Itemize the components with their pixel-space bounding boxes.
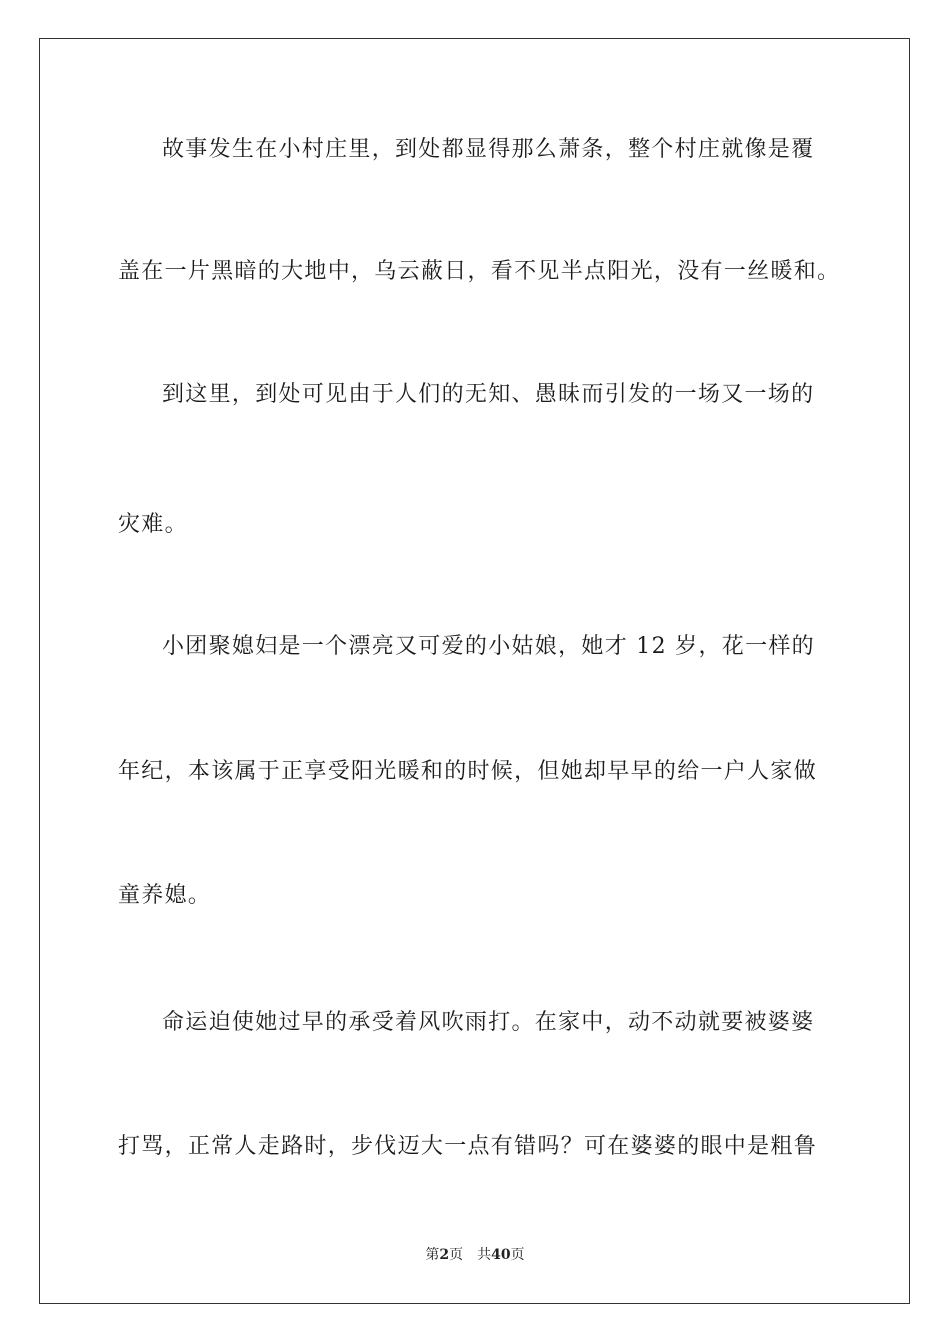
- total-suffix: 页: [510, 1247, 525, 1263]
- text-line-7: 童养媳。: [118, 883, 212, 908]
- page-footer: [0, 1245, 950, 1265]
- page-number: 2: [439, 1247, 450, 1263]
- total-prefix: 共: [477, 1247, 492, 1263]
- text-line-9: 打骂，正常人走路时，步伐迈大一点有错吗？可在婆婆的眼中是粗鲁: [118, 1134, 818, 1159]
- text-line-6: 年纪，本该属于正享受阳光暖和的时候，但她却早早的给一户人家做: [118, 759, 818, 784]
- page-frame: [39, 38, 910, 1304]
- text-line-8: 命运迫使她过早的承受着风吹雨打。在家中，动不动就要被婆婆: [162, 1010, 815, 1035]
- page-prefix: 第: [425, 1247, 440, 1263]
- text-line-3: 到这里，到处可见由于人们的无知、愚昧而引发的一场又一场的: [162, 382, 815, 407]
- page-suffix: 页: [449, 1247, 464, 1263]
- text-line-1: 故事发生在小村庄里，到处都显得那么萧条，整个村庄就像是覆: [162, 137, 815, 162]
- text-line-2: 盖在一片黑暗的大地中，乌云蔽日，看不见半点阳光，没有一丝暖和。: [118, 259, 841, 284]
- text-line-4: 灾难。: [118, 512, 188, 537]
- text-line-5: 小团聚媳妇是一个漂亮又可爱的小姑娘，她才 12 岁，花一样的: [162, 634, 815, 659]
- total-pages: 40: [491, 1247, 511, 1263]
